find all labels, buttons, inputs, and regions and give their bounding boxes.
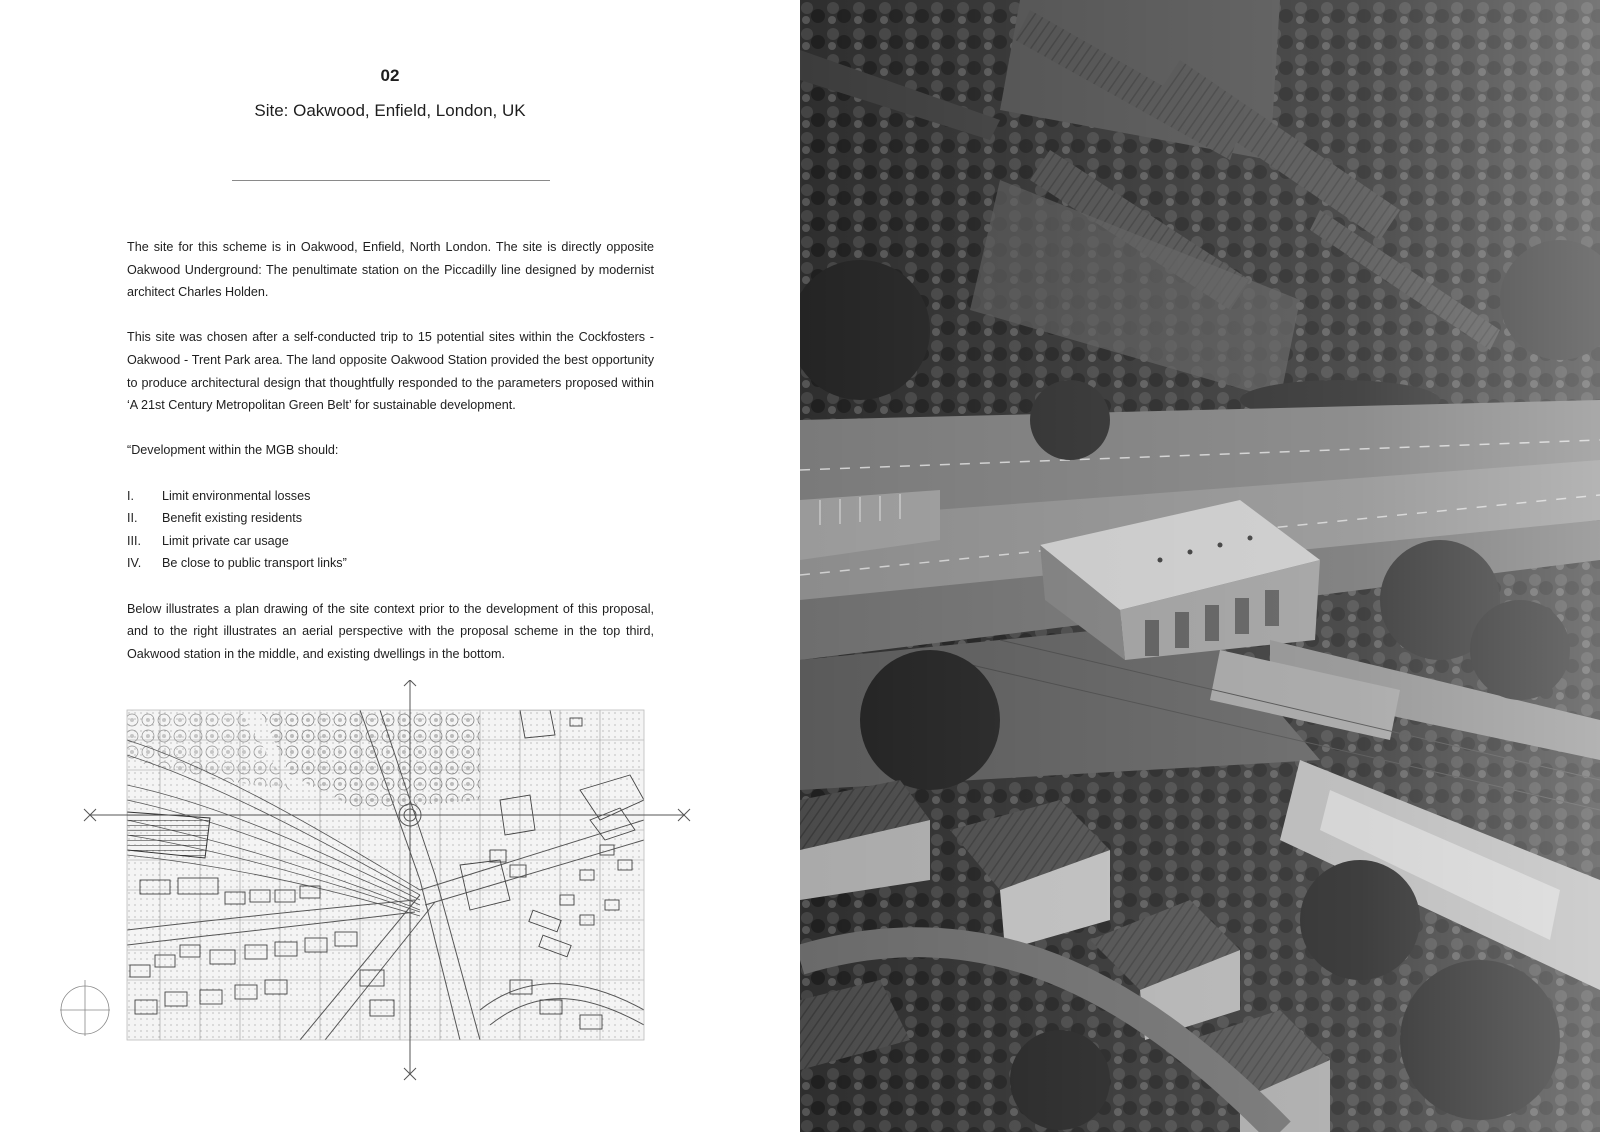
list-item [127,507,654,530]
list-item [127,552,654,575]
list-item [127,530,654,553]
aerial-perspective [800,0,1600,1132]
list-numeral: I. [127,488,134,503]
paragraph-site-selection: This site was chosen after a self-conducted trip to 15 potential sites within the Cockfosters - Oakwood - Trent Park area. The land opposite Oakwood Station provided the best opportunity to produce architectural design that thoughtfully responded to the parameters proposed within ‘A 21st Century Metropolitan Green Belt’ for sustainable development. [127,330,654,413]
body-text [127,236,654,688]
quote-intro: “Development within the MGB should: [127,443,339,458]
list-text: Benefit existing residents [162,511,303,526]
title-divider [232,180,550,181]
mgb-criteria-list [127,485,654,575]
list-text: Limit private car usage [162,533,289,548]
list-numeral: III. [127,533,141,548]
site-plan-drawing [60,680,710,1106]
paragraph-drawing-description: Below illustrates a plan drawing of the site context prior to the development of this proposal, and to the right illustrates an aerial perspective with the proposal scheme in the top third, Oakwood station in the middle, and existing dwellings in the bottom. [127,601,654,661]
list-item [127,485,654,508]
list-text: Limit environmental losses [162,488,311,503]
list-numeral: IV. [127,556,142,571]
site-title: Site: Oakwood, Enfield, London, UK [254,101,526,120]
north-arrow-icon [60,980,110,1036]
list-text: Be close to public transport links” [162,556,347,571]
paragraph-site-description: The site for this scheme is in Oakwood, Enfield, North London. The site is directly opposite Oakwood Underground: The penultimate station on the Piccadilly line designed by modernist architect Charles Holden. [127,240,654,300]
page-number: 02 [380,66,400,85]
list-numeral: II. [127,511,138,526]
aerial-perspective-render [800,0,1600,1132]
